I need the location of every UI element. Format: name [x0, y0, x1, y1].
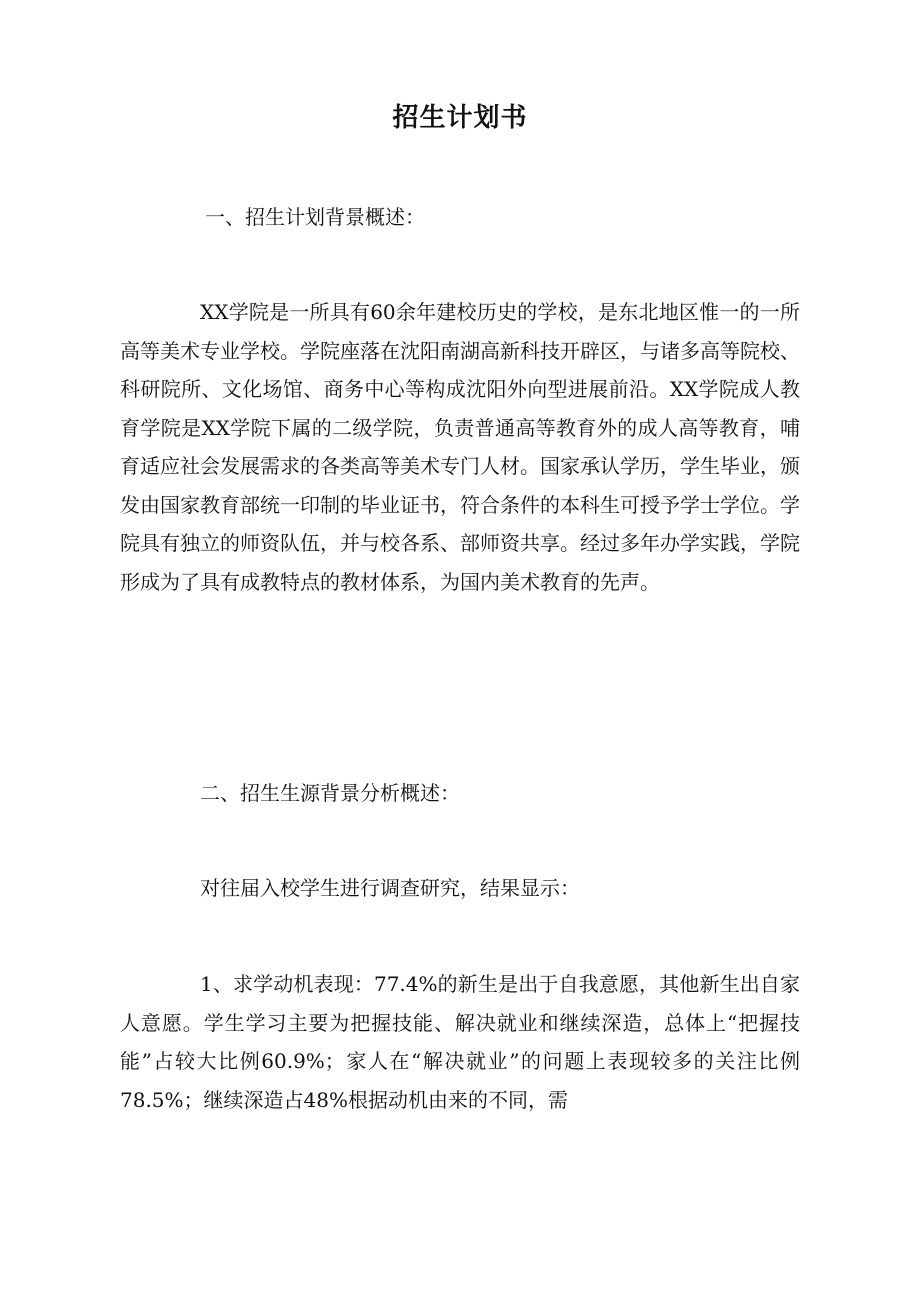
item-1-paragraph: 1、求学动机表现：77.4%的新生是出于自我意愿，其他新生出自家人意愿。学生学习主要为把握技能、解决就业和继续深造，总体上“把握技能”占较大比例60.9%；家人在“解决就业”的问题上表现较多的关注比例78.5%；继续深造占48%根据动机由来的不同，需 [120, 972, 800, 1112]
document-title: 招生计划书 [392, 103, 528, 133]
section-1-heading: 一、招生计划背景概述： [205, 205, 425, 229]
section-1-paragraph: XX学院是一所具有60余年建校历史的学校，是东北地区惟一的一所高等美术专业学校。学院座落在沈阳南湖高新科技开辟区，与诸多高等院校、科研院所、文化场馆、商务中心等构成沈阳外向型进展前沿。XX学院成人教育学院是XX学院下属的二级学院，负责普通高等教育外的成人高等教育，哺育适应社会发展需求的各类高等美术专门人材。国家承认学历，学生毕业，颁发由国家教育部统一印制的毕业证书，符合条件的本科生可授予学士学位。学院具有独立的师资队伍，并与校各系、部师资共享。经过多年办学实践，学院形成为了具有成教特点的教材体系，为国内美术教育的先声。 [120, 300, 800, 594]
section-2-heading: 二、招生生源背景分析概述： [200, 781, 460, 805]
survey-intro-text: 对往届入校学生进行调查研究，结果显示： [200, 876, 580, 900]
